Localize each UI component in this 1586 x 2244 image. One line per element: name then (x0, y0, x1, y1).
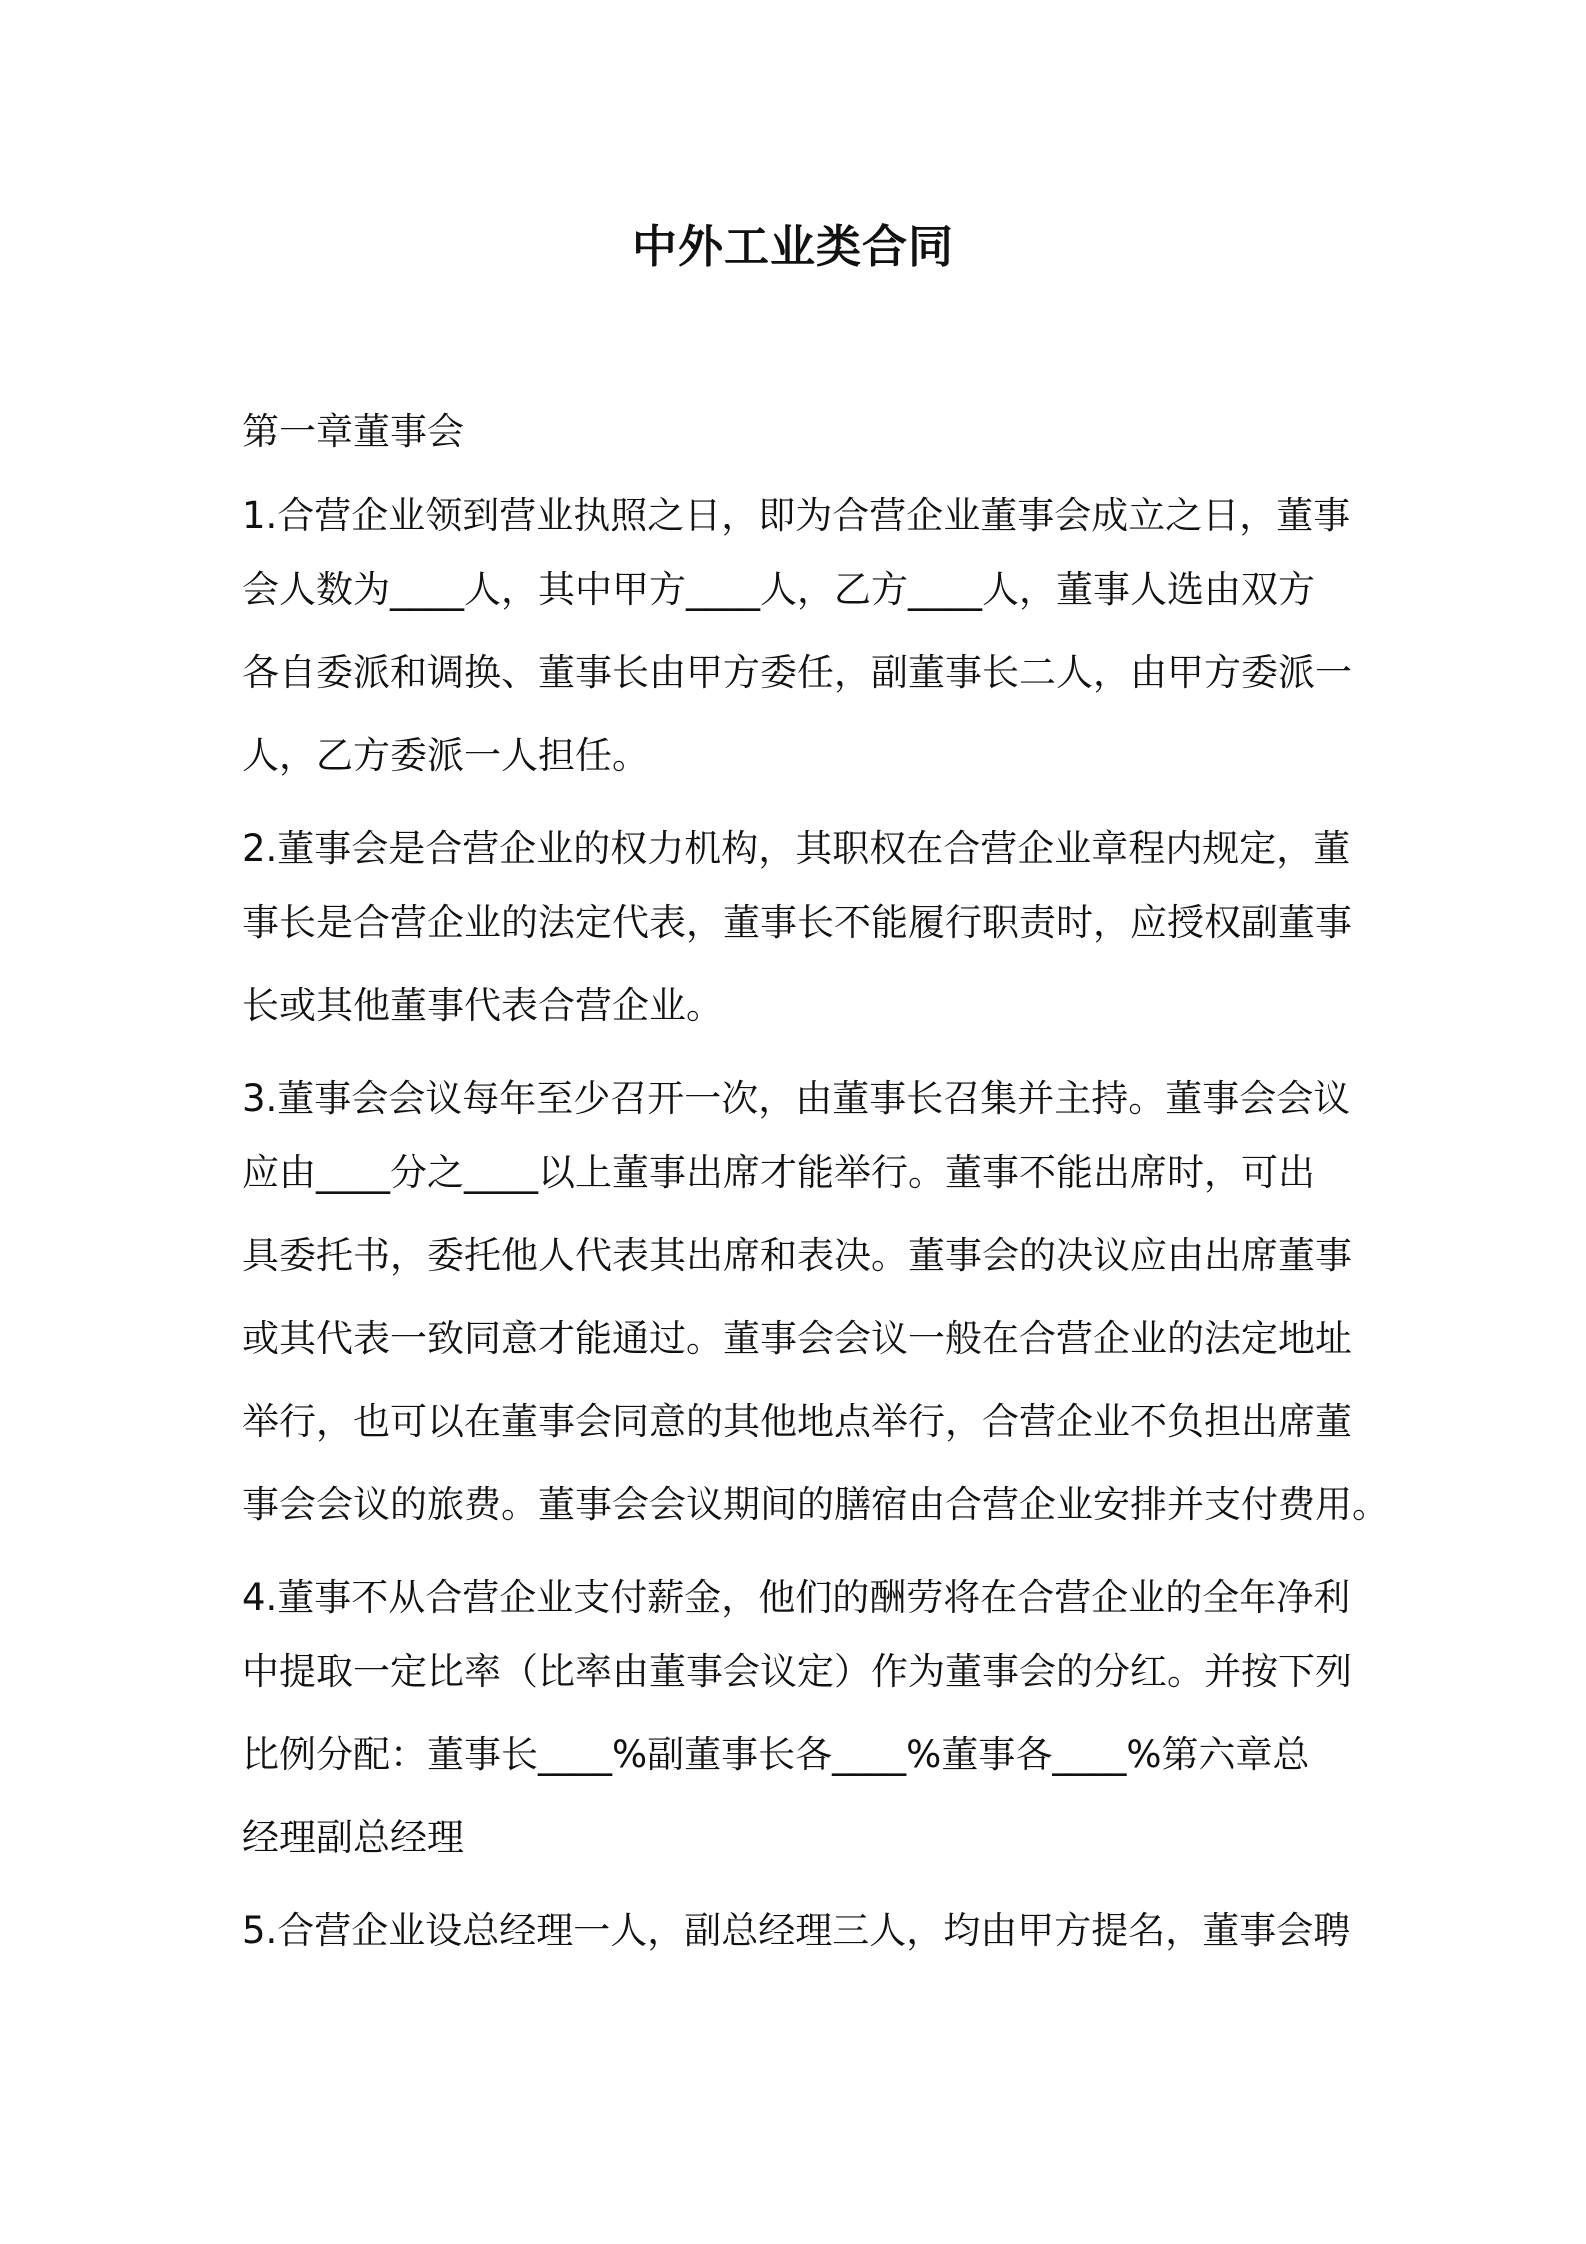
text-line: 1.合营企业领到营业执照之日，即为合营企业董事会成立之日，董事 (242, 494, 1351, 537)
text-line: 经理副总经理 (242, 1816, 464, 1859)
text-line: 人，乙方委派一人担任。 (242, 734, 649, 777)
text-line: 各自委派和调换、董事长由甲方委任，副董事长二人，由甲方委派一 (242, 651, 1352, 694)
text-line: 具委托书，委托他人代表其出席和表决。董事会的决议应由出席董事 (242, 1234, 1352, 1277)
text-line: 会人数为____人，其中甲方____人，乙方____人，董事人选由双方 (242, 568, 1315, 611)
text-line: 应由____分之____以上董事出席才能举行。董事不能出席时，可出 (242, 1151, 1315, 1194)
clause-2 (242, 817, 1362, 1047)
text-line: 事会会议的旅费。董事会会议期间的膳宿由合营企业安排并支付费用。 (242, 1483, 1389, 1526)
text-line: 5.合营企业设总经理一人，副总经理三人，均由甲方提名，董事会聘 (242, 1909, 1351, 1952)
text-line: 2.董事会是合营企业的权力机构，其职权在合营企业章程内规定，董 (242, 827, 1351, 870)
document-title: 中外工业类合同 (631, 220, 954, 273)
clause-1 (242, 484, 1362, 797)
document-body (242, 400, 1389, 1983)
text-line: 比例分配：董事长____%副董事长各____%董事各____%第六章总 (242, 1733, 1310, 1776)
text-line: 举行，也可以在董事会同意的其他地点举行，合营企业不负担出席董 (242, 1400, 1352, 1443)
chapter-heading: 第一章董事会 (242, 410, 464, 453)
clause-4 (242, 1566, 1362, 1879)
text-line: 中提取一定比率（比率由董事会议定）作为董事会的分红。并按下列 (242, 1650, 1352, 1693)
text-line: 长或其他董事代表合营企业。 (242, 984, 723, 1027)
clause-5 (242, 1899, 1362, 1963)
text-line: 4.董事不从合营企业支付薪金，他们的酬劳将在合营企业的全年净利 (242, 1576, 1351, 1619)
text-line: 或其代表一致同意才能通过。董事会会议一般在合营企业的法定地址 (242, 1317, 1352, 1360)
text-line: 事长是合营企业的法定代表，董事长不能履行职责时，应授权副董事 (242, 901, 1352, 944)
clause-3 (242, 1067, 1389, 1546)
text-line: 3.董事会会议每年至少召开一次，由董事长召集并主持。董事会会议 (242, 1077, 1351, 1120)
